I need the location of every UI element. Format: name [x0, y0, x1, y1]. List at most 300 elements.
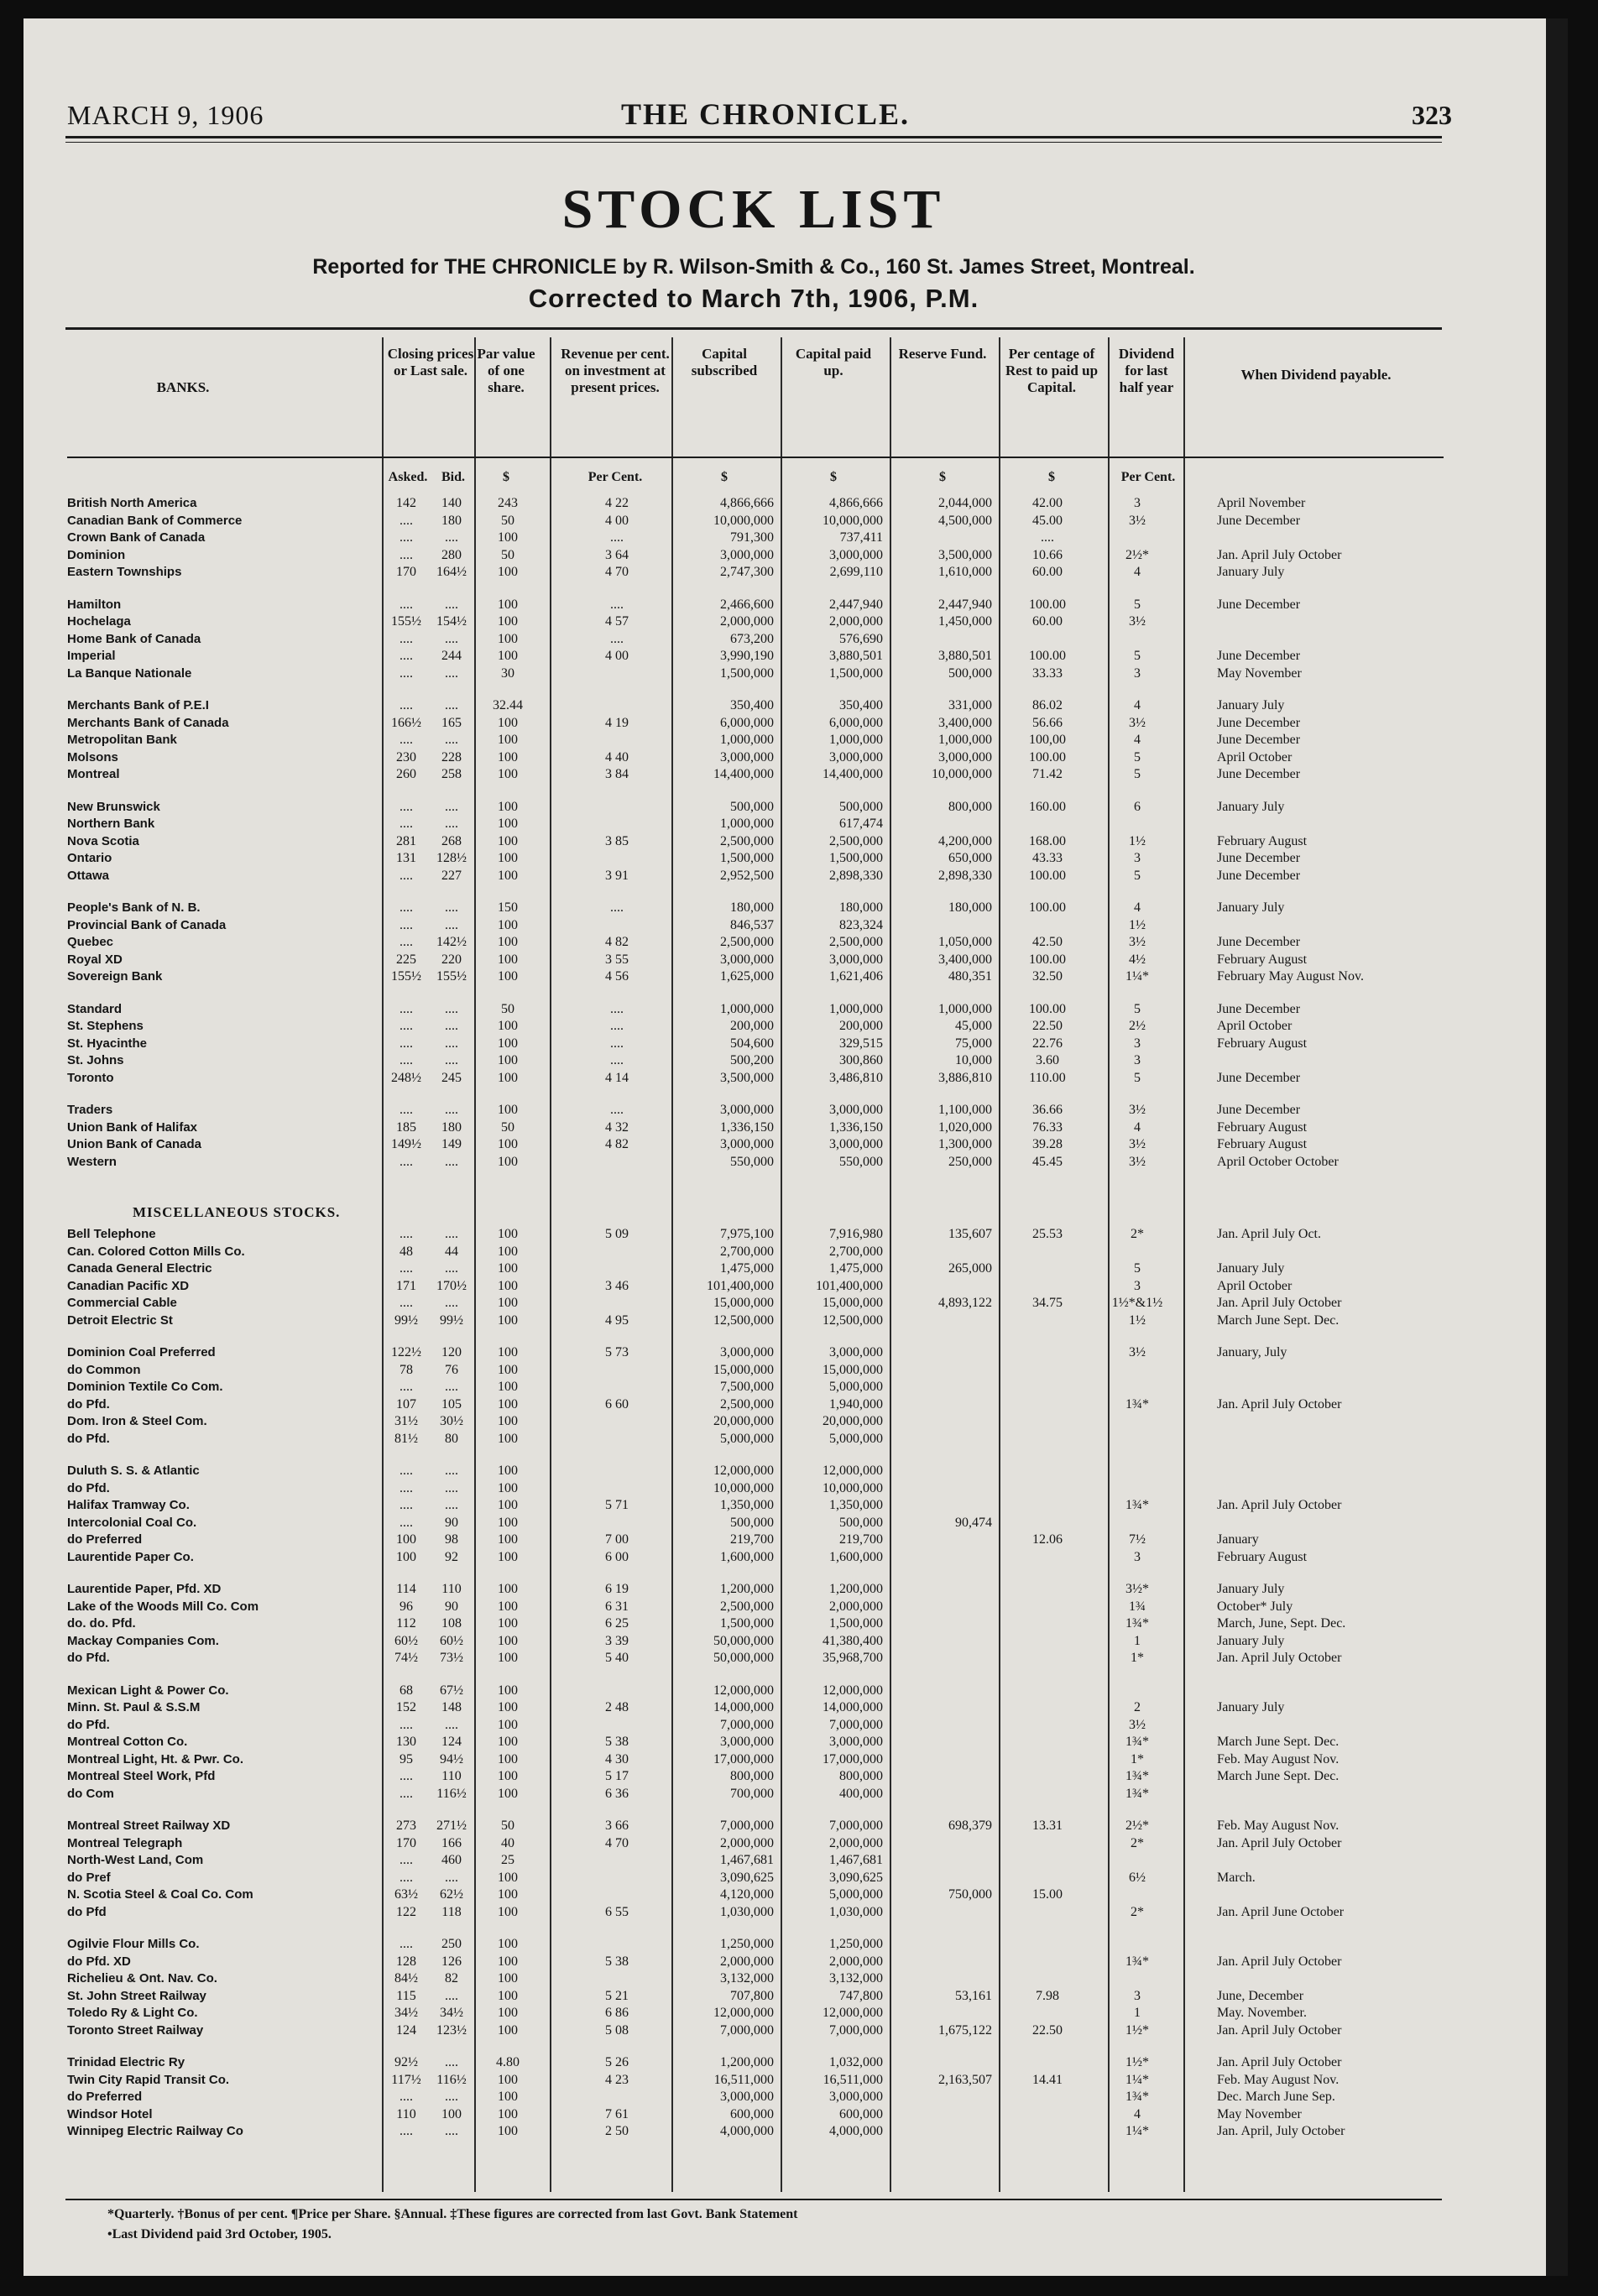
cell-paid: 1,000,000: [829, 733, 883, 747]
cell-bid: 271½: [436, 1819, 467, 1833]
cell-paid: 747,800: [839, 1988, 883, 2003]
cell-div: 3½: [1129, 614, 1146, 629]
cell-pct: 56.66: [1032, 715, 1063, 730]
cell-div: 3: [1134, 1053, 1141, 1067]
cell-par: 100: [498, 2124, 518, 2138]
cell-rev: ....: [610, 631, 624, 646]
cell-div: 4: [1134, 565, 1141, 579]
cell-name: Merchants Bank of Canada: [67, 715, 229, 730]
cell-bid: 44: [445, 1244, 458, 1259]
cell-ask: ....: [400, 1380, 413, 1394]
table-row: [67, 1379, 1452, 1396]
cell-name: Toledo Ry & Light Co.: [67, 2006, 198, 2020]
cell-par: 100: [498, 1683, 518, 1698]
cell-sub: 2,500,000: [720, 833, 774, 848]
cell-pct: 110.00: [1029, 1070, 1066, 1085]
cell-bid: 142½: [436, 935, 467, 949]
cell-when: October* July: [1217, 1599, 1293, 1614]
cell-sub: 3,000,000: [720, 1345, 774, 1359]
cell-bid: 250: [441, 1937, 462, 1951]
cell-bid: 94½: [440, 1751, 463, 1766]
cell-pct: 42.00: [1032, 496, 1063, 510]
table-row: [67, 1717, 1452, 1734]
cell-sub: 2,000,000: [720, 614, 774, 629]
table-row: [67, 1362, 1452, 1379]
page-corrected-date: Corrected to March 7th, 1906, P.M.: [528, 284, 979, 313]
cell-when: April October: [1217, 749, 1292, 764]
cell-div: 4½: [1129, 952, 1146, 967]
col-header-pct-rest: Per centage of Rest to paid up Capital.: [1005, 346, 1099, 395]
cell-when: February August: [1217, 1119, 1308, 1135]
table-row: [67, 1751, 1452, 1768]
cell-res: 1,450,000: [938, 614, 992, 629]
table-row: [67, 1633, 1452, 1650]
cell-ask: 185: [396, 1119, 416, 1135]
cell-rev: 6 25: [605, 1616, 629, 1631]
cell-res: 75,000: [955, 1036, 992, 1051]
cell-par: 100: [498, 1278, 518, 1293]
cell-name: do Common: [67, 1362, 141, 1377]
table-row: [67, 495, 1452, 512]
cell-paid: 3,000,000: [829, 2090, 883, 2104]
cell-ask: 100: [396, 1549, 416, 1564]
cell-div: 1¾: [1129, 1599, 1146, 1614]
cell-par: 150: [498, 900, 518, 915]
table-row: [67, 1119, 1452, 1136]
cell-when: June December: [1217, 513, 1301, 528]
cell-paid: 2,699,110: [829, 565, 883, 579]
cell-when: May. November.: [1217, 2006, 1307, 2020]
cell-sub: 500,200: [730, 1053, 774, 1067]
cell-par: 50: [501, 547, 514, 562]
cell-rev: 5 40: [605, 1651, 629, 1665]
cell-par: 100: [498, 1070, 518, 1085]
cell-bid: 116½: [436, 1786, 467, 1801]
cell-sub: 550,000: [730, 1154, 774, 1169]
cell-pct: 10.66: [1032, 547, 1063, 562]
cell-name: Dominion: [67, 547, 126, 562]
cell-bid: ....: [445, 817, 458, 831]
cell-rev: 3 39: [605, 1633, 629, 1648]
cell-div: 3½: [1129, 1103, 1146, 1117]
cell-paid: 12,000,000: [822, 1683, 883, 1698]
table-row: [67, 766, 1452, 783]
table-row: [67, 597, 1452, 613]
cell-sub: 500,000: [730, 799, 774, 814]
cell-paid: 2,500,000: [829, 833, 883, 848]
table-row: [67, 2072, 1452, 2089]
cell-name: Montreal: [67, 767, 120, 781]
cell-paid: 5,000,000: [829, 1887, 883, 1902]
cell-paid: 6,000,000: [829, 715, 883, 730]
cell-ask: ....: [400, 1103, 413, 1117]
cell-sub: 3,000,000: [720, 2090, 774, 2104]
cell-paid: 10,000,000: [822, 513, 883, 528]
cell-rev: 6 36: [605, 1786, 629, 1801]
cell-sub: 673,200: [730, 631, 774, 646]
cell-sub: 1,336,150: [720, 1119, 774, 1135]
cell-div: 3: [1134, 665, 1141, 681]
table-row: [67, 968, 1452, 985]
cell-when: January July: [1217, 1582, 1285, 1596]
table-row: [67, 1988, 1452, 2005]
cell-ask: ....: [400, 1786, 413, 1801]
cell-div: 5: [1134, 868, 1141, 883]
cell-name: Lake of the Woods Mill Co. Com: [67, 1599, 259, 1614]
cell-when: January July: [1217, 1261, 1285, 1276]
cell-bid: 76: [445, 1362, 458, 1377]
table-row: [67, 648, 1452, 665]
cell-name: St. Johns: [67, 1053, 124, 1067]
cell-sub: 3,000,000: [720, 749, 774, 764]
cell-ask: 81½: [394, 1431, 418, 1446]
table-row: [67, 1295, 1452, 1312]
cell-div: 4: [1134, 1119, 1141, 1135]
cell-res: 1,020,000: [938, 1119, 992, 1135]
cell-sub: 600,000: [730, 2106, 774, 2121]
cell-pct: 33.33: [1032, 665, 1063, 681]
cell-when: June December: [1217, 767, 1301, 781]
cell-ask: ....: [400, 1261, 413, 1276]
cell-ask: 48: [400, 1244, 413, 1259]
cell-res: 3,400,000: [938, 715, 992, 730]
cell-paid: 3,000,000: [829, 952, 883, 967]
cell-sub: 14,400,000: [713, 767, 774, 781]
cell-ask: 131: [396, 851, 416, 865]
table-row: [67, 2089, 1452, 2106]
cell-ask: 63½: [394, 1887, 418, 1902]
cell-par: 100: [498, 1244, 518, 1259]
cell-rev: 5 08: [605, 2022, 629, 2038]
cell-when: January July: [1217, 1700, 1285, 1714]
cell-par: 100: [498, 833, 518, 848]
cell-par: 100: [498, 1549, 518, 1564]
cell-when: January July: [1217, 900, 1285, 915]
cell-ask: 273: [396, 1819, 416, 1833]
cell-paid: 2,500,000: [829, 935, 883, 949]
cell-par: 100: [498, 565, 518, 579]
cell-ask: ....: [400, 1154, 413, 1169]
cell-pct: 22.50: [1032, 1019, 1063, 1033]
table-row: [67, 1070, 1452, 1087]
cell-when: April October October: [1217, 1154, 1339, 1169]
cell-sub: 16,511,000: [713, 2072, 774, 2087]
cell-rev: 4 22: [605, 496, 629, 510]
cell-paid: 1,940,000: [829, 1396, 883, 1412]
cell-res: 750,000: [948, 1887, 992, 1902]
cell-res: 698,379: [948, 1819, 992, 1833]
cell-name: Canadian Bank of Commerce: [67, 513, 243, 528]
cell-div: 4: [1134, 698, 1141, 712]
cell-div: 2: [1134, 1700, 1141, 1714]
cell-name: Sovereign Bank: [67, 969, 163, 984]
cell-sub: 10,000,000: [713, 513, 774, 528]
cell-pct: 43.33: [1032, 851, 1063, 865]
cell-res: 480,351: [948, 969, 992, 984]
cell-bid: ....: [445, 900, 458, 915]
cell-name: Union Bank of Halifax: [67, 1119, 198, 1135]
table-row: [67, 1870, 1452, 1886]
cell-ask: ....: [400, 1464, 413, 1478]
table-row: [67, 952, 1452, 968]
misc-section-title: MISCELLANEOUS STOCKS.: [133, 1204, 341, 1220]
cell-bid: ....: [445, 1464, 458, 1478]
table-row: [67, 1734, 1452, 1751]
table-row: [67, 1154, 1452, 1171]
cell-bid: 90: [445, 1599, 458, 1614]
cell-bid: ....: [445, 1498, 458, 1512]
cell-when: January July: [1217, 1633, 1285, 1648]
cell-when: June December: [1217, 1103, 1301, 1117]
cell-bid: 149: [441, 1137, 462, 1151]
cell-pct: 42.50: [1032, 935, 1063, 949]
cell-par: 100: [498, 917, 518, 932]
cell-pct: 13.31: [1032, 1819, 1063, 1833]
cell-div: 1¾*: [1125, 1616, 1149, 1631]
cell-paid: 2,700,000: [829, 1244, 883, 1259]
cell-when: January July: [1217, 799, 1285, 814]
cell-ask: 142: [396, 496, 416, 510]
cell-rev: 6 86: [605, 2006, 629, 2020]
cell-res: 2,044,000: [938, 496, 992, 510]
cell-div: 1½*&1½: [1111, 1296, 1163, 1310]
table-row: [67, 665, 1452, 682]
cell-bid: 73½: [440, 1651, 463, 1665]
cell-ask: 96: [400, 1599, 413, 1614]
cell-res: 10,000,000: [932, 767, 992, 781]
table-row: [67, 530, 1452, 546]
table-row: [67, 1036, 1452, 1052]
cell-bid: ....: [445, 1870, 458, 1885]
cell-div: 4: [1134, 2106, 1141, 2121]
cell-sub: 846,537: [730, 917, 774, 932]
cell-when: January: [1217, 1532, 1259, 1547]
cell-rev: 3 55: [605, 952, 629, 967]
cell-when: May November: [1217, 2106, 1302, 2121]
cell-paid: 14,000,000: [822, 1700, 883, 1714]
cell-div: 1¼*: [1125, 2124, 1149, 2138]
cell-ask: ....: [400, 597, 413, 612]
cell-ask: ....: [400, 1498, 413, 1512]
cell-rev: ....: [610, 530, 624, 545]
cell-div: 5: [1134, 1001, 1141, 1016]
table-row: [67, 1768, 1452, 1785]
cell-paid: 12,000,000: [822, 2006, 883, 2020]
cell-pct: 76.33: [1032, 1119, 1063, 1135]
cell-paid: 3,090,625: [829, 1870, 883, 1885]
col-header-revenue: Revenue per cent. on investment at present prices.: [561, 346, 670, 395]
cell-sub: 707,800: [730, 1988, 774, 2003]
cell-res: 3,886,810: [938, 1070, 992, 1085]
cell-rev: 4 57: [605, 614, 629, 629]
cell-res: 265,000: [948, 1261, 992, 1276]
cell-sub: 12,000,000: [713, 1464, 774, 1478]
cell-sub: 800,000: [730, 1769, 774, 1783]
cell-ask: 34½: [394, 2006, 418, 2020]
cell-bid: 123½: [436, 2022, 467, 2038]
table-row: [67, 799, 1452, 816]
cell-res: 135,607: [948, 1227, 992, 1241]
cell-name: St. Hyacinthe: [67, 1036, 148, 1051]
table-row: [67, 1463, 1452, 1479]
cell-bid: 228: [441, 749, 462, 764]
cell-pct: 15.00: [1032, 1887, 1063, 1902]
unit-paid: $: [830, 470, 837, 484]
cell-paid: 823,324: [839, 917, 883, 932]
cell-par: 100: [498, 969, 518, 984]
cell-name: St. Stephens: [67, 1019, 144, 1033]
cell-sub: 50,000,000: [713, 1651, 774, 1665]
cell-name: Montreal Street Railway XD: [67, 1819, 231, 1833]
cell-sub: 17,000,000: [713, 1751, 774, 1766]
cell-when: Feb. May August Nov.: [1217, 1819, 1340, 1833]
cell-div: 6½: [1129, 1870, 1146, 1885]
cell-paid: 1,467,681: [829, 1853, 883, 1867]
cell-paid: 3,880,501: [829, 649, 883, 663]
cell-div: 2½*: [1125, 1819, 1149, 1833]
cell-div: 2½*: [1125, 547, 1149, 562]
table-row: [67, 1515, 1452, 1532]
cell-ask: 149½: [391, 1137, 421, 1151]
cell-name: Metropolitan Bank: [67, 733, 177, 747]
cell-par: 100: [498, 1937, 518, 1951]
cell-rev: 4 14: [605, 1070, 629, 1085]
cell-sub: 2,466,600: [720, 597, 774, 612]
cell-ask: 122½: [391, 1345, 421, 1359]
cell-rev: 6 19: [605, 1582, 629, 1596]
cell-when: June December: [1217, 1001, 1301, 1016]
cell-paid: 200,000: [839, 1019, 883, 1033]
cell-pct: 100.00: [1029, 900, 1066, 915]
cell-pct: 12.06: [1032, 1532, 1063, 1547]
cell-par: 100: [498, 649, 518, 663]
cell-ask: 170: [396, 1835, 416, 1850]
cell-div: 1¼*: [1125, 969, 1149, 984]
cell-div: 3½: [1129, 1717, 1146, 1732]
cell-pct: 7.98: [1036, 1988, 1059, 2003]
cell-rev: 4 70: [605, 565, 629, 579]
cell-par: 50: [501, 1119, 514, 1135]
cell-when: Feb. May August Nov.: [1217, 1751, 1340, 1766]
cell-rev: ....: [610, 1001, 624, 1016]
cell-paid: 219,700: [839, 1532, 883, 1547]
cell-rev: ....: [610, 900, 624, 915]
cell-paid: 3,132,000: [829, 1971, 883, 1986]
cell-name: North-West Land, Com: [67, 1853, 204, 1867]
cell-paid: 7,000,000: [829, 1819, 883, 1833]
cell-name: La Banque Nationale: [67, 665, 192, 681]
cell-ask: ....: [400, 1480, 413, 1495]
cell-sub: 2,500,000: [720, 935, 774, 949]
cell-paid: 3,486,810: [829, 1070, 883, 1085]
cell-div: 1*: [1131, 1751, 1144, 1766]
cell-name: Toronto: [67, 1070, 114, 1085]
cell-sub: 3,090,625: [720, 1870, 774, 1885]
cell-res: 331,000: [948, 698, 992, 712]
table-row: [67, 1532, 1452, 1548]
cell-ask: ....: [400, 799, 413, 814]
cell-bid: 110: [441, 1582, 462, 1596]
cell-div: 3½: [1129, 1345, 1146, 1359]
cell-ask: 114: [396, 1582, 416, 1596]
cell-par: 100: [498, 799, 518, 814]
table-row: [67, 868, 1452, 884]
cell-bid: 220: [441, 952, 462, 967]
cell-bid: ....: [445, 597, 458, 612]
cell-bid: 180: [441, 513, 462, 528]
cell-ask: ....: [400, 1515, 413, 1530]
cell-par: 100: [498, 1988, 518, 2003]
footnote-last-dividend: •Last Dividend paid 3rd October, 1905.: [107, 2227, 332, 2241]
cell-div: 3½: [1129, 513, 1146, 528]
cell-paid: 10,000,000: [822, 1480, 883, 1495]
cell-bid: ....: [445, 1227, 458, 1241]
cell-paid: 3,000,000: [829, 749, 883, 764]
cell-ask: ....: [400, 513, 413, 528]
cell-div: 3: [1134, 1278, 1141, 1293]
table-row: [67, 564, 1452, 581]
cell-rev: 7 00: [605, 1532, 629, 1547]
cell-sub: 2,747,300: [720, 565, 774, 579]
cell-name: do Preferred: [67, 1532, 143, 1547]
cell-rev: 3 85: [605, 833, 629, 848]
cell-pct: 22.76: [1032, 1036, 1063, 1051]
cell-par: 100: [498, 2072, 518, 2087]
cell-par: 100: [498, 1480, 518, 1495]
cell-res: 650,000: [948, 851, 992, 865]
cell-paid: 2,000,000: [829, 614, 883, 629]
cell-div: 7½: [1129, 1532, 1146, 1547]
cell-ask: 171: [396, 1278, 416, 1293]
cell-par: 100: [498, 767, 518, 781]
cell-when: March June Sept. Dec.: [1217, 1312, 1340, 1328]
cell-rev: 6 31: [605, 1599, 629, 1614]
unit-par: $: [503, 470, 509, 484]
cell-name: Mexican Light & Power Co.: [67, 1683, 229, 1698]
cell-ask: 124: [396, 2022, 416, 2038]
cell-rev: 5 73: [605, 1345, 629, 1359]
cell-name: do Pfd.: [67, 1480, 110, 1495]
cell-when: Jan. April July October: [1217, 1835, 1342, 1850]
cell-name: Bell Telephone: [67, 1227, 156, 1241]
cell-div: 3½: [1129, 715, 1146, 730]
cell-paid: 576,690: [839, 631, 883, 646]
cell-name: do Pfd.: [67, 1396, 110, 1412]
cell-paid: 1,500,000: [829, 1616, 883, 1631]
cell-name: Eastern Townships: [67, 565, 182, 579]
cell-ask: ....: [400, 935, 413, 949]
unit-subscribed: $: [721, 470, 728, 484]
cell-sub: 2,500,000: [720, 1599, 774, 1614]
cell-div: 3: [1134, 851, 1141, 865]
cell-res: 3,400,000: [938, 952, 992, 967]
cell-div: 5: [1134, 1261, 1141, 1276]
cell-par: 243: [498, 496, 518, 510]
cell-name: Mackay Companies Com.: [67, 1633, 219, 1648]
cell-name: Nova Scotia: [67, 833, 139, 848]
cell-par: 100: [498, 1651, 518, 1665]
cell-par: 100: [498, 1717, 518, 1732]
cell-rev: 6 55: [605, 1904, 629, 1919]
cell-paid: 35,968,700: [822, 1651, 883, 1665]
cell-par: 100: [498, 1515, 518, 1530]
cell-ask: ....: [400, 1870, 413, 1885]
cell-sub: 101,400,000: [707, 1278, 774, 1293]
cell-bid: ....: [445, 1480, 458, 1495]
cell-res: 2,447,940: [938, 597, 992, 612]
cell-name: St. John Street Railway: [67, 1988, 206, 2003]
cell-ask: 152: [396, 1700, 416, 1714]
